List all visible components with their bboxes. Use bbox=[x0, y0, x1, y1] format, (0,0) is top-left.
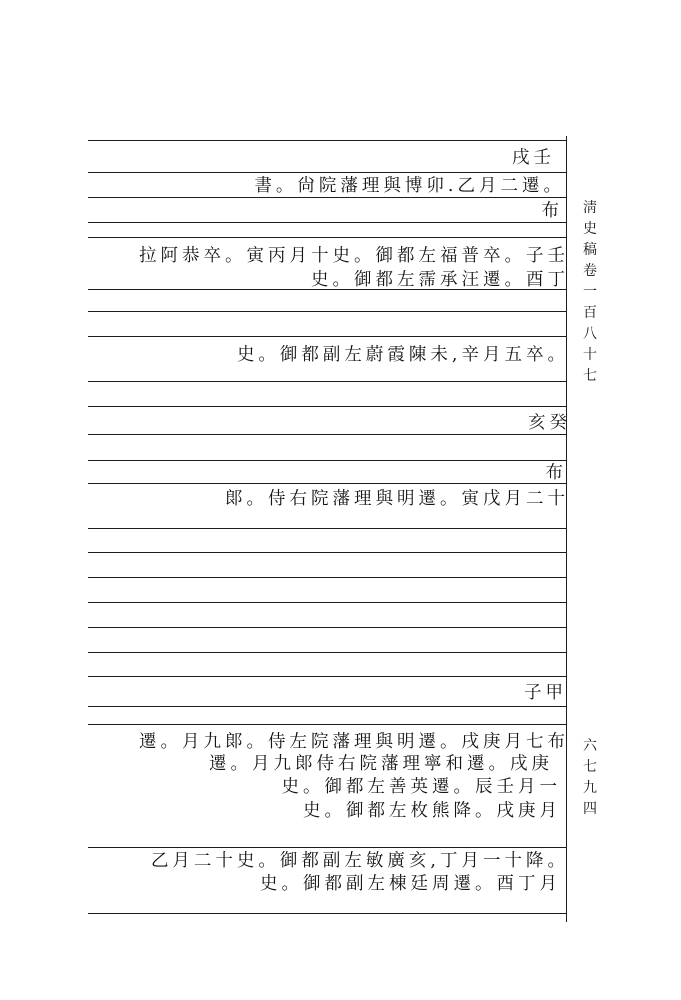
entry-line: 史。御都副左蔚霞陳未,辛月五卒。 bbox=[236, 345, 569, 365]
table-rule bbox=[88, 197, 566, 198]
table-rule bbox=[88, 602, 566, 603]
table-rule bbox=[88, 483, 566, 484]
table-rule bbox=[88, 237, 566, 238]
table-rule bbox=[88, 552, 566, 553]
page-number: 六 七 九 四 bbox=[583, 738, 597, 817]
table-rule bbox=[88, 577, 566, 578]
table-rule bbox=[88, 676, 566, 677]
entry-line: 布 bbox=[541, 201, 563, 221]
entry-line: 拉阿恭卒。寅丙月十史。御都左福普卒。子壬 bbox=[139, 246, 569, 266]
table-rule bbox=[88, 336, 566, 337]
entry-line: 書。尙院藩理與博卯.乙月二遷。 bbox=[254, 176, 565, 196]
entry-line: 亥癸 bbox=[528, 413, 571, 433]
table-rule bbox=[88, 847, 566, 848]
table-rule bbox=[88, 140, 566, 141]
entry-line: 戌壬 bbox=[512, 148, 555, 168]
table-rule bbox=[88, 406, 566, 407]
entry-line: 史。御都左善英遷。辰壬月一 bbox=[281, 777, 561, 797]
table-rule bbox=[88, 434, 566, 435]
table-rule bbox=[88, 724, 566, 725]
entry-line: 乙月二十史。御都副左敏廣亥,丁月一十降。 bbox=[150, 851, 569, 871]
entry-line: 史。御都副左棟廷周遷。酉丁月 bbox=[260, 874, 561, 894]
entry-line: 史。御都左霈承汪遷。酉丁 bbox=[311, 270, 569, 290]
table-rule bbox=[88, 528, 566, 529]
running-title: 淸 史 稿 卷 一 百 八 十 七 bbox=[583, 200, 597, 384]
table-rule bbox=[88, 172, 566, 173]
entry-line: 遷。月九郞。侍左院藩理與明遷。戌庚月七布 bbox=[139, 732, 569, 752]
table-rule bbox=[88, 913, 566, 914]
table-rule bbox=[88, 460, 566, 461]
entry-line: 郞。侍右院藩理與明遷。寅戊月二十 bbox=[225, 489, 569, 509]
table-rule bbox=[88, 311, 566, 312]
entry-line: 布 bbox=[545, 463, 567, 483]
table-rule bbox=[88, 627, 566, 628]
entry-line: 遷。月九郞侍右院藩理寧和遷。戌庚 bbox=[209, 754, 553, 774]
entry-line: 子甲 bbox=[524, 683, 567, 703]
table-rule bbox=[88, 652, 566, 653]
table-rule bbox=[88, 706, 566, 707]
table-rule bbox=[88, 222, 566, 223]
entry-line: 史。御都左枚熊降。戌庚月 bbox=[303, 801, 561, 821]
table-rule bbox=[88, 381, 566, 382]
